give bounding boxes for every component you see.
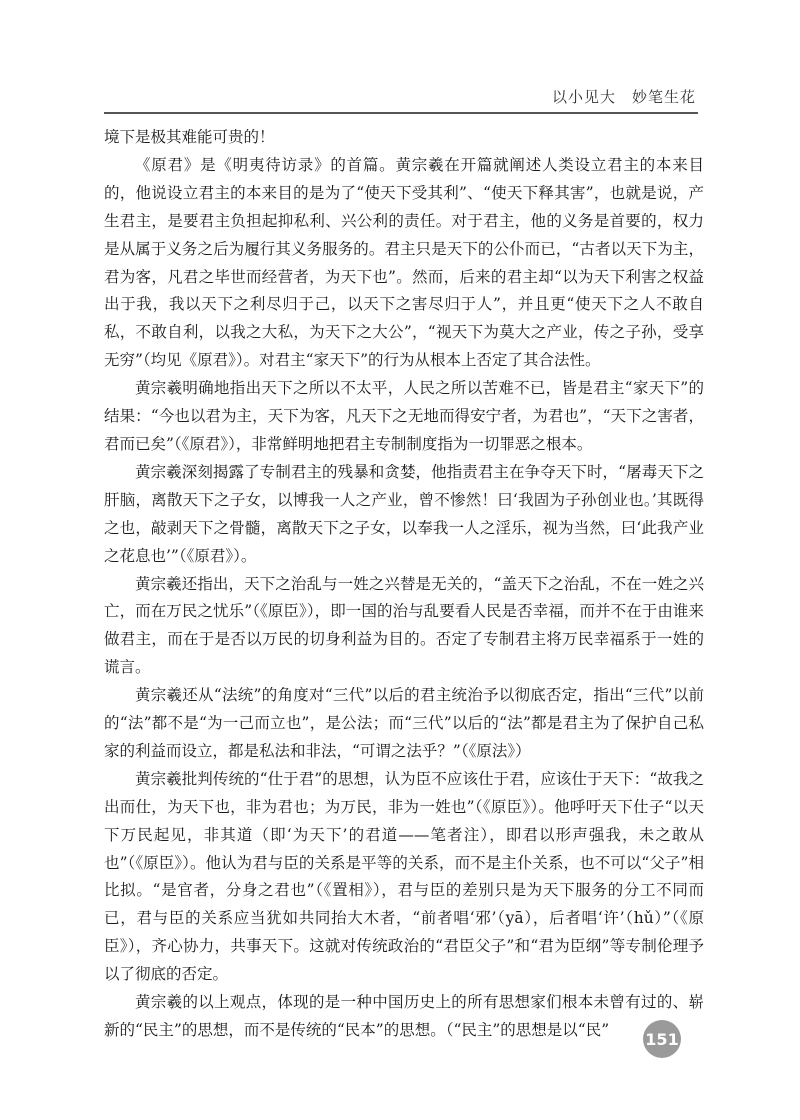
paragraph: 黄宗羲批判传统的“仕于君”的思想，认为臣不应该仕于君，应该仕于天下：“故我之出而仕，为天下也，非为君也；为万民，非为一姓也”（《原臣》）。他呼吁天下仕子“以天下万民起见，非其道（即‘为天下’的君道——笔者注），即君以形声强我，未之敢从也”（《原臣》）。他认为君与臣的关系是平等的关系，而不是主仆关系，也不可以“父子”相比拟。“是官者，分身之君也”（《置相》），君与臣的差别只是为天下服务的分工不同而已，君与臣的关系应当犹如共同抬大木者，“前者唱‘邪’（yā），后者唱‘许’（hǔ）”（《原臣》），齐心协力，共事天下。这就对传统政治的“君臣父子”和“君为臣纲”等专制伦理予以了彻底的否定。 <box>104 769 704 984</box>
page-number: 151 <box>643 1020 681 1058</box>
running-header: 以小见大 妙笔生花 <box>551 88 696 106</box>
paragraph: 境下是极其难能可贵的！ <box>104 128 275 146</box>
paragraph: 黄宗羲的以上观点，体现的是一种中国历史上的所有思想家们根本未曾有过的、崭新的“民主”的思想，而不是传统的“民本”的思想。（“民主”的思想是以“民” <box>104 993 704 1039</box>
header-divider <box>104 112 698 114</box>
paragraph: 《原君》是《明夷待访录》的首篇。黄宗羲在开篇就阐述人类设立君主的本来目的，他说设立君主的本来目的是为了“使天下受其利”、“使天下释其害”，也就是说，产生君主，是要君主负担起抑私利、兴公利的责任。对于君主，他的义务是首要的，权力是从属于义务之后为履行其义务服务的。君主只是天下的公仆而已，“古者以天下为主，君为客，凡君之毕世而经营者，为天下也”。然而，后来的君主却“以为天下利害之权益出于我，我以天下之利尽归于己，以天下之害尽归于人”，并且更“使天下之人不敢自私，不敢自利，以我之大私，为天下之大公”，“视天下为莫大之产业，传之子孙，受享无穷”（均见《原君》）。对君主“家天下”的行为从根本上否定了其合法性。 <box>104 155 704 370</box>
paragraph: 黄宗羲深刻揭露了专制君主的残暴和贪婪，他指责君主在争夺天下时，“屠毒天下之肝脑，离散天下之子女，以博我一人之产业，曾不惨然！曰‘我固为子孙创业也。’其既得之也，敲剥天下之骨髓，离散天下之子女，以奉我一人之淫乐，视为当然，曰‘此我产业之花息也’”（《原君》）。 <box>104 462 704 565</box>
paragraph: 黄宗羲明确地指出天下之所以不太平，人民之所以苦难不已，皆是君主“家天下”的结果：“今也以君为主，天下为客，凡天下之无地而得安宁者，为君也”，“天下之害者，君而已矣”（《原君》），非常鲜明地把君主专制制度指为一切罪恶之根本。 <box>104 379 704 453</box>
paragraph: 黄宗羲还从“法统”的角度对“三代”以后的君主统治予以彻底否定，指出“三代”以前的“法”都不是“为一己而立也”，是公法；而“三代”以后的“法”都是君主为了保护自己私家的利益而设立，都是私法和非法，“可谓之法乎？”（《原法》） <box>104 686 705 760</box>
body-text <box>104 124 704 1045</box>
paragraph: 黄宗羲还指出，天下之治乱与一姓之兴替是无关的，“盖天下之治乱，不在一姓之兴亡，而在万民之忧乐”（《原臣》），即一国的治与乱要看人民是否幸福，而并不在于由谁来做君主，而在于是否以万民的切身利益为目的。否定了专制君主将万民幸福系于一姓的谎言。 <box>104 574 704 677</box>
